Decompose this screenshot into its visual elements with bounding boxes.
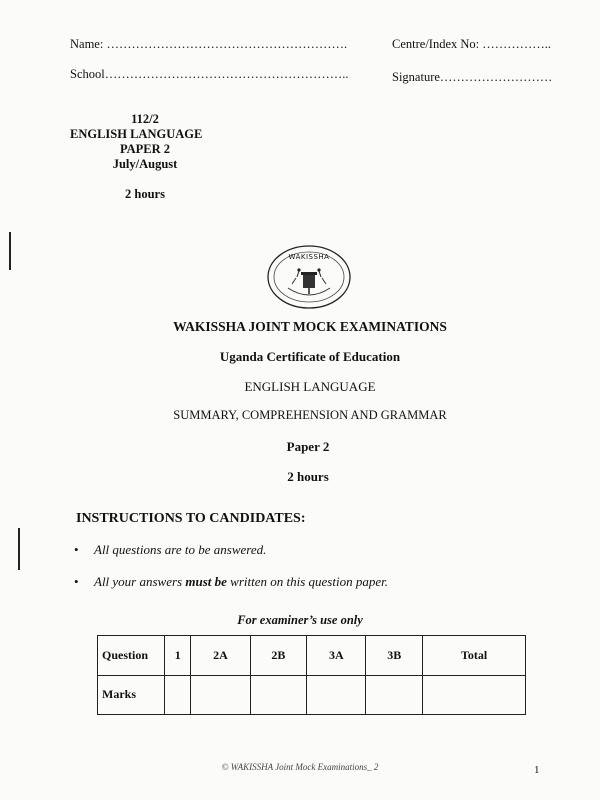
paper-number: PAPER 2	[119, 142, 171, 156]
centre-index-label: Centre/Index No: ……………..	[392, 37, 552, 51]
centre-index-field[interactable]	[392, 37, 551, 52]
paper-info-block	[70, 112, 220, 202]
instruction-text: All questions are to be answered.	[94, 542, 267, 557]
instruction-item: • All your answers must be written on this question paper.	[74, 574, 388, 589]
table-header-row	[98, 636, 526, 676]
table-header-cell: 2A	[191, 636, 250, 676]
marks-cell[interactable]	[307, 675, 366, 715]
seal-text: WAKISSHA	[288, 253, 330, 261]
table-header-cell: 1	[165, 636, 191, 676]
marks-cell[interactable]	[191, 675, 250, 715]
examiner-table-caption: For examiner’s use only	[237, 613, 363, 627]
instruction-text: All your answers	[94, 574, 186, 589]
paper-title: Paper 2	[286, 439, 330, 454]
footer-text: © WAKISSHA Joint Mock Examinations_ 2	[221, 762, 379, 772]
duration-title: 2 hours	[287, 469, 329, 484]
table-header-cell: 3A	[307, 636, 366, 676]
instruction-text: written on this question paper.	[226, 574, 388, 589]
table-marks-row	[98, 675, 526, 715]
table-header-cell: 3B	[366, 636, 423, 676]
marks-cell[interactable]	[250, 675, 307, 715]
marks-cell[interactable]	[423, 675, 526, 715]
name-label: Name: ………………………………………………….	[70, 37, 348, 51]
school-label: School…………………………………………………..	[70, 67, 349, 81]
certificate-title: Uganda Certificate of Education	[219, 349, 401, 364]
marks-cell[interactable]	[165, 675, 191, 715]
subject-title: ENGLISH LANGUAGE	[244, 379, 376, 394]
wakissha-seal-icon	[266, 244, 352, 310]
paper-session: July/August	[112, 157, 178, 171]
paper-code: 112/2	[131, 112, 159, 126]
instruction-item: • All questions are to be answered.	[74, 542, 267, 557]
table-header-cell: Total	[423, 636, 526, 676]
school-field[interactable]	[70, 67, 348, 82]
examiner-marks-table	[97, 635, 526, 715]
marks-row-label: Marks	[98, 675, 165, 715]
paper-duration: 2 hours	[125, 187, 165, 201]
paper-subject: ENGLISH LANGUAGE	[70, 127, 203, 141]
name-field[interactable]	[70, 37, 347, 52]
page-number: 1	[534, 764, 540, 776]
exam-title: WAKISSHA JOINT MOCK EXAMINATIONS	[173, 319, 447, 334]
table-header-cell: 2B	[250, 636, 307, 676]
instructions-heading: INSTRUCTIONS TO CANDIDATES:	[76, 511, 306, 526]
signature-field[interactable]	[392, 70, 552, 85]
scan-edge-mark	[18, 528, 20, 570]
marks-cell[interactable]	[366, 675, 423, 715]
signature-label: Signature………………………	[392, 70, 553, 84]
table-header-cell: Question	[98, 636, 165, 676]
sections-title: SUMMARY, COMPREHENSION AND GRAMMAR	[173, 408, 447, 422]
instruction-emphasis: must be	[185, 574, 227, 589]
scan-edge-mark	[9, 232, 11, 270]
